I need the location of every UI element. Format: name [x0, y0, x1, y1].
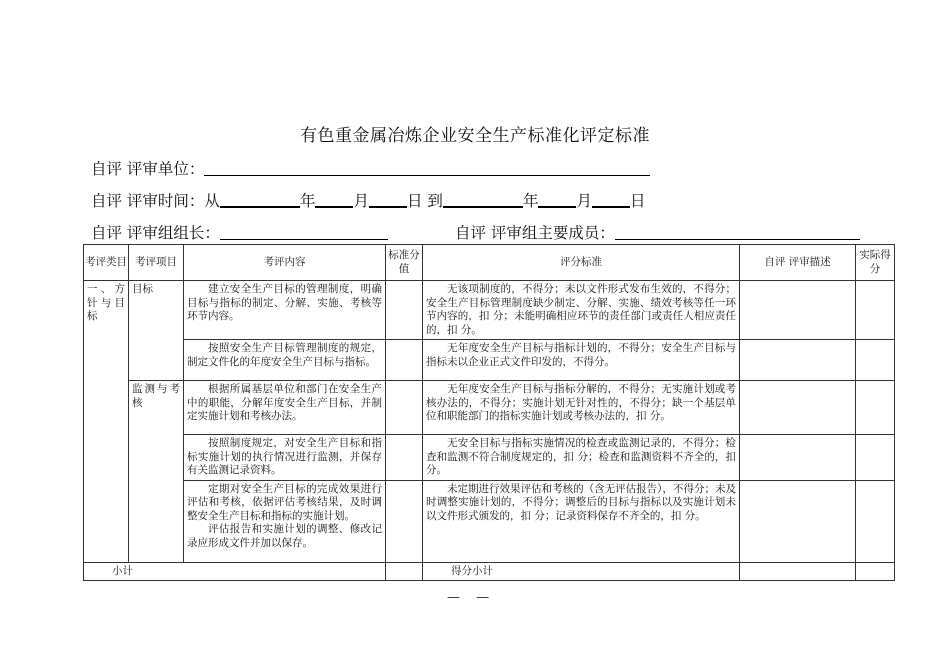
actual-score-cell[interactable]	[856, 281, 895, 340]
evaluation-table	[83, 244, 895, 581]
criteria-cell: 无安全目标与指标实施情况的检查或监测记录的，不得分；检查和监测不符合制度规定的，扣 分；检查和监测资料不齐全的，扣 分。	[423, 435, 740, 481]
header-category: 考评类目	[84, 245, 129, 281]
unit-line	[91, 157, 650, 179]
item-cell-monitoring: 监测与考核	[129, 381, 184, 563]
subtotal-label: 小计	[84, 562, 386, 581]
desc-cell[interactable]	[740, 281, 856, 340]
time-label: 自评 评审时间：从	[91, 192, 220, 210]
page-title: 有色重金属冶炼企业安全生产标准化评定标准	[300, 126, 650, 146]
month-label: 月	[353, 192, 369, 210]
leader-line	[91, 221, 388, 243]
score-subtotal-label: 得分小计	[423, 562, 740, 581]
score-cell[interactable]	[386, 435, 423, 481]
members-line	[455, 221, 860, 243]
end-month-field[interactable]	[538, 190, 576, 208]
content-paragraph-1: 定期对安全生产目标的完成效果进行评估和考核，依据评估考核结果，及时调整安全生产目标和指标的实施计划。	[187, 482, 382, 522]
score-cell[interactable]	[386, 281, 423, 340]
members-label: 自评 评审组主要成员：	[455, 224, 615, 242]
header-desc: 自评 评审描述	[740, 245, 856, 281]
item-cell-target: 目标	[129, 281, 184, 381]
unit-field[interactable]	[204, 159, 650, 176]
leader-field[interactable]	[220, 223, 388, 240]
unit-label: 自评 评审单位：	[91, 160, 205, 178]
content-paragraph-2: 评估报告和实施计划的调整、修改记录应形成文件并加以保存。	[187, 523, 382, 549]
actual-score-cell[interactable]	[856, 435, 895, 481]
month-label-2: 月	[576, 192, 592, 210]
table-row	[84, 480, 895, 562]
header-actual: 实际得分	[856, 245, 895, 281]
table-header-row	[84, 245, 895, 281]
desc-cell[interactable]	[740, 381, 856, 435]
content-cell	[184, 480, 386, 562]
desc-cell[interactable]	[740, 340, 856, 381]
criteria-cell: 无年度安全生产目标与指标分解的，不得分；无实施计划或考核办法的，不得分；实施计划无针对性的，不得分；缺一个基层单位和职能部门的指标实施计划或考核办法的，扣 分。	[423, 381, 740, 435]
table-row	[84, 381, 895, 435]
start-day-field[interactable]	[369, 190, 407, 208]
table-row	[84, 281, 895, 340]
table-row	[84, 435, 895, 481]
subtotal-actual-cell[interactable]	[856, 562, 895, 581]
day-label: 日	[406, 192, 423, 210]
criteria-cell: 无年度安全生产目标与指标计划的，不得分；安全生产目标与指标未以企业正式文件印发的，不得分。	[423, 340, 740, 381]
content-cell: 按照安全生产目标管理制度的规定，制定文件化的年度安全生产目标与指标。	[184, 340, 386, 381]
category-cell: 一、方针与目标	[84, 281, 129, 563]
content-cell: 根据所属基层单位和部门在安全生产中的职能，分解年度安全生产目标，并制定实施计划和考核办法。	[184, 381, 386, 435]
header-criteria: 评分标准	[423, 245, 740, 281]
start-month-field[interactable]	[315, 190, 353, 208]
actual-score-cell[interactable]	[856, 480, 895, 562]
score-cell[interactable]	[386, 340, 423, 381]
subtotal-score-cell[interactable]	[386, 562, 423, 581]
criteria-cell: 无该项制度的，不得分；未以文件形式发布生效的，不得分；安全生产目标管理制度缺少制定、分解、实施、绩效考核等任一环节内容的，扣 分；未能明确相应环节的责任部门或责任人相应责任的，扣 分。	[423, 281, 740, 340]
content-cell: 按照制度规定，对安全生产目标和指标实施计划的执行情况进行监测，并保存有关监测记录资料。	[184, 435, 386, 481]
header-content: 考评内容	[184, 245, 386, 281]
criteria-cell: 未定期进行效果评估和考核的（含无评估报告），不得分；未及时调整实施计划的，不得分；调整后的目标与指标以及实施计划未以文件形式颁发的，扣 分；记录资料保存不齐全的，扣 分。	[423, 480, 740, 562]
score-cell[interactable]	[386, 381, 423, 435]
desc-cell[interactable]	[740, 435, 856, 481]
score-cell[interactable]	[386, 480, 423, 562]
to-label: 到	[427, 192, 443, 210]
leader-label: 自评 评审组组长：	[91, 224, 220, 242]
table-row	[84, 340, 895, 381]
start-year-field[interactable]	[220, 190, 300, 208]
year-label: 年	[299, 192, 316, 210]
subtotal-row	[84, 562, 895, 581]
members-field[interactable]	[615, 223, 860, 240]
header-item: 考评项目	[129, 245, 184, 281]
subtotal-desc-cell[interactable]	[740, 562, 856, 581]
desc-cell[interactable]	[740, 480, 856, 562]
time-line	[91, 189, 645, 211]
actual-score-cell[interactable]	[856, 381, 895, 435]
content-cell: 建立安全生产目标的管理制度，明确目标与指标的制定、分解、实施、考核等环节内容。	[184, 281, 386, 340]
header-score: 标准分值	[386, 245, 423, 281]
end-year-field[interactable]	[443, 190, 523, 208]
page-footer: — —	[447, 590, 496, 605]
end-day-field[interactable]	[592, 190, 630, 208]
day-label-2: 日	[629, 192, 646, 210]
year-label-2: 年	[522, 192, 539, 210]
actual-score-cell[interactable]	[856, 340, 895, 381]
